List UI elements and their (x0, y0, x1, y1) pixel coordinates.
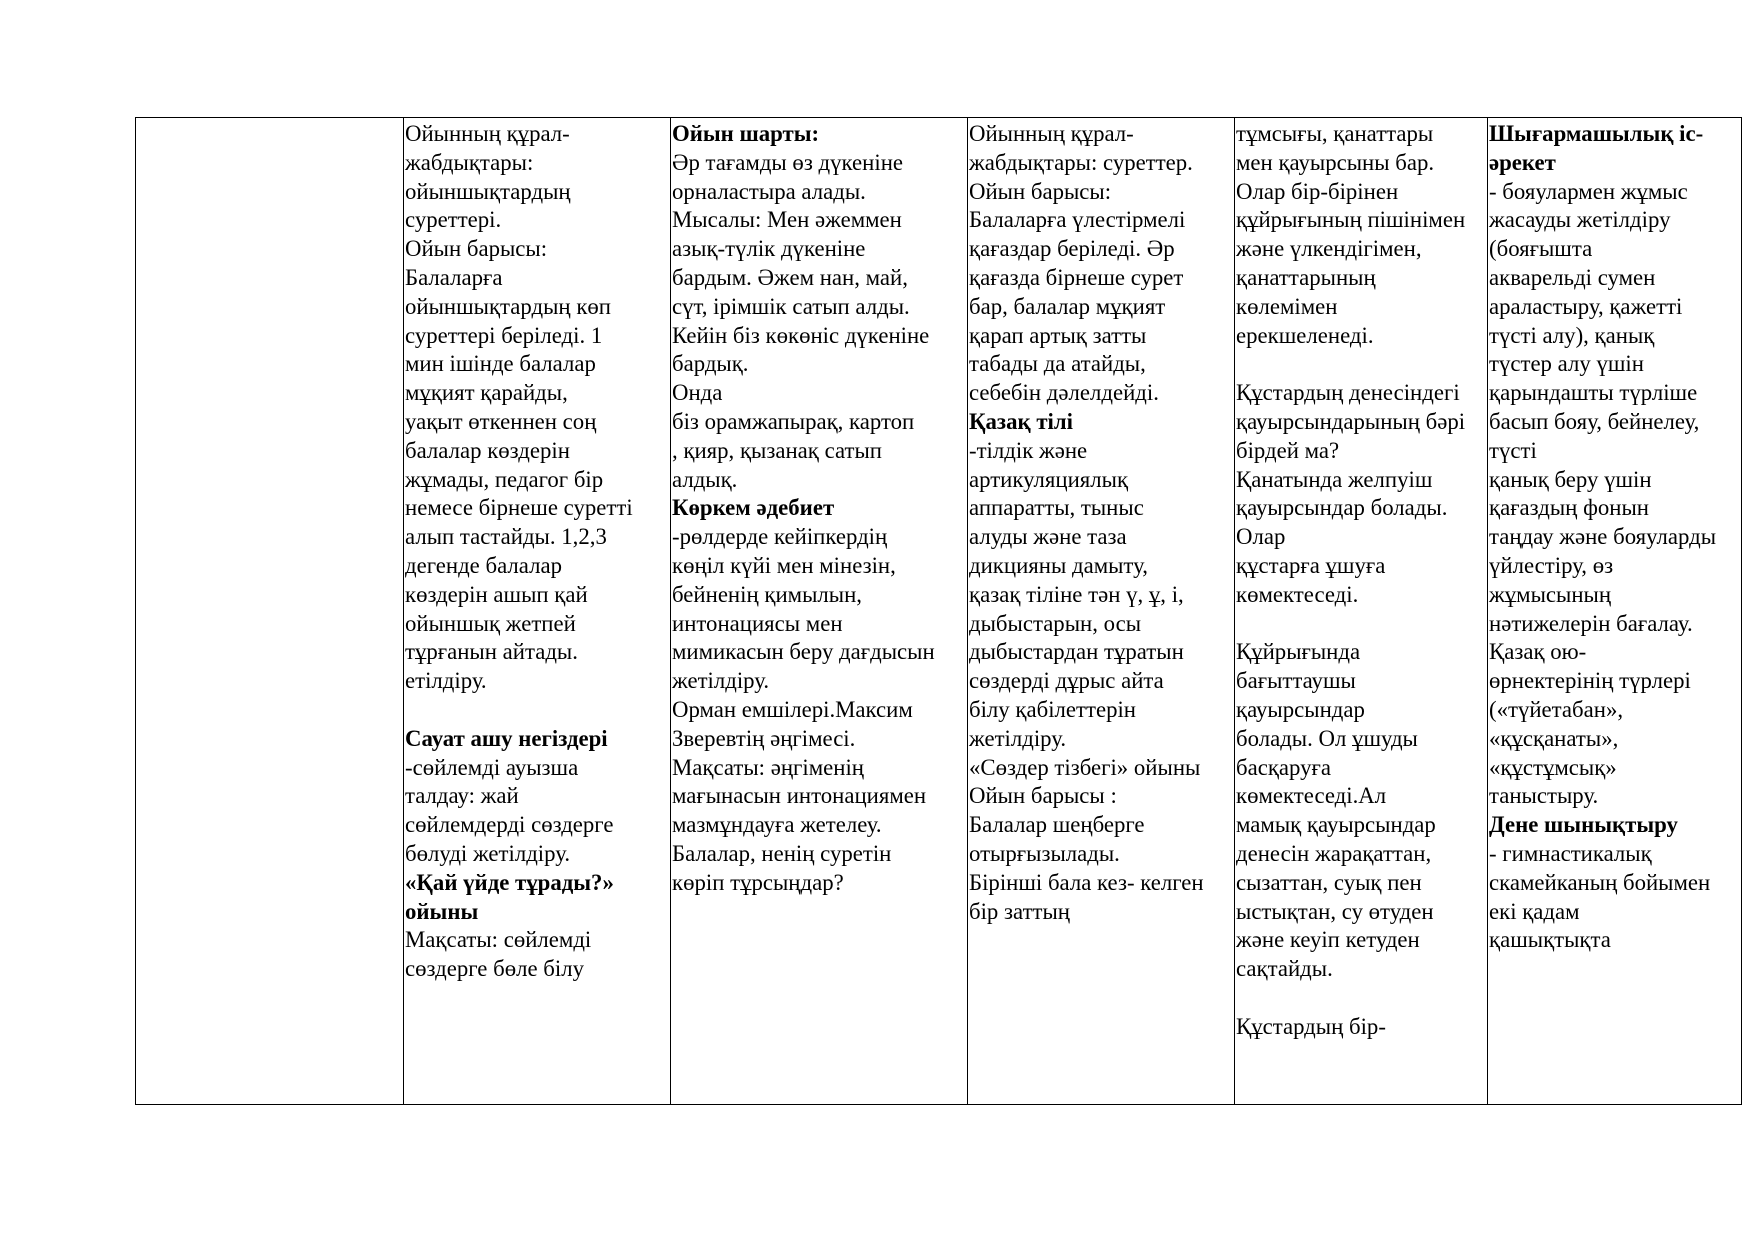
text-line: Ойын барысы : (969, 783, 1117, 809)
cell-content (136, 118, 403, 120)
text-line: көмектеседі. (1236, 581, 1359, 607)
text-line: және кеуіп кетуден (1236, 927, 1420, 953)
text-line: сақтайды. (1236, 956, 1333, 982)
text-line: сөздерге бөле білу (405, 956, 584, 982)
text-line: себебін дәлелдейді. (969, 380, 1159, 406)
text-line: ойыншық жетпей (405, 610, 576, 636)
text-line: сызаттан, суық пен (1236, 869, 1422, 895)
text-line: көріп тұрсыңдар? (672, 869, 844, 895)
text-line: талдау: жай (405, 783, 519, 809)
text-line: құйрығының пішінімен (1236, 207, 1466, 233)
text-line: көлемімен (1236, 293, 1338, 319)
text-line: Әр тағамды өз дүкеніне (672, 149, 904, 175)
text-line: тұрғанын айтады. (405, 639, 578, 665)
text-line: біз орамжапырақ, картоп (672, 408, 915, 434)
text-line: ойыншықтардың (405, 178, 571, 204)
text-line: Онда (672, 380, 723, 406)
text-line: -рөлдерде кейіпкердің (672, 524, 888, 550)
text-line: Ойынның құрал- (405, 121, 570, 146)
text-line: басып бояу, бейнелеу, (1489, 408, 1700, 434)
text-line: -тілдік және (969, 437, 1088, 463)
text-line: бір заттың (969, 898, 1071, 924)
cell-content (671, 118, 967, 898)
text-line: қағаздар беріледі. Әр (969, 236, 1175, 262)
text-line: «құсқанаты», (1489, 725, 1619, 751)
text-line: көмектеседі.Ал (1236, 783, 1387, 809)
section-heading: Сауат ашу негіздері (405, 725, 608, 751)
text-line: қағазда бірнеше сурет (969, 264, 1184, 290)
text-line: Зверевтің әңгімесі. (672, 725, 856, 751)
text-line (1236, 610, 1487, 639)
text-line: суреттері беріледі. 1 (405, 322, 603, 348)
text-line: аппаратты, тыныс (969, 495, 1144, 521)
text-line: скамейканың бойымен (1489, 869, 1711, 895)
text-line: уақыт өткеннен соң (405, 408, 597, 434)
text-line: екі қадам (1489, 898, 1580, 924)
text-line: Ойын барысы: (969, 178, 1112, 204)
text-line: отырғызылады. (969, 840, 1120, 866)
text-line: басқаруға (1236, 754, 1331, 780)
text-line: түсті (1489, 437, 1537, 463)
text-line: дыбыстарын, осы (969, 610, 1142, 636)
text-line: -сөйлемді ауызша (405, 754, 579, 780)
text-line: ойыншықтардың көп (405, 293, 612, 319)
text-line: бардық. (672, 351, 749, 377)
text-line: құстарға ұшуға (1236, 552, 1386, 578)
text-line: бірдей ма? (1236, 437, 1340, 463)
text-line: , қияр, қызанақ сатып (672, 437, 882, 463)
text-line: қауырсындар болады. (1236, 495, 1448, 521)
text-line: сөйлемдерді сөздерге (405, 812, 614, 838)
text-line: тұмсығы, қанаттары (1236, 121, 1434, 146)
text-line: жетілдіру. (672, 668, 770, 694)
text-line: таңдау және бояуларды (1489, 524, 1717, 550)
text-line: етілдіру. (405, 668, 487, 694)
table-cell-game-equipment (404, 118, 671, 1105)
text-line: Бірінші бала кез- келген (969, 869, 1204, 895)
text-line: акварельді сумен (1489, 264, 1656, 290)
text-line: Кейін біз көкөніс дүкеніне (672, 322, 930, 348)
text-line: дикцияны дамыту, (969, 552, 1148, 578)
text-line: жасауды жетілдіру (1489, 207, 1671, 233)
text-line: Мысалы: Мен әжеммен (672, 207, 902, 233)
text-line: түстер алу үшін (1489, 351, 1644, 377)
text-line: бөлуді жетілдіру. (405, 840, 571, 866)
text-line: дыбыстардан тұратын (969, 639, 1184, 665)
section-heading: Көркем әдебиет (672, 495, 835, 521)
text-line: Ойын барысы: (405, 236, 548, 262)
text-line: сүт, ірімшік сатып алды. (672, 293, 910, 319)
text-line: Балалар, ненің суретін (672, 840, 892, 866)
text-line: артикуляциялық (969, 466, 1129, 492)
text-line: Мақсаты: сөйлемді (405, 927, 592, 953)
text-line: қанаттарының (1236, 264, 1376, 290)
table-cell-creative-activity (1488, 118, 1742, 1105)
text-line: балалар көздерін (405, 437, 570, 463)
section-heading: ойыны (405, 898, 479, 924)
text-line: ыстықтан, су өтуден (1236, 898, 1434, 924)
section-heading: Дене шынықтыру (1489, 812, 1678, 838)
text-line: көңіл күйі мен мінезін, (672, 552, 896, 578)
text-line: болады. Ол ұшуды (1236, 725, 1418, 751)
text-line: қазақ тіліне тән ү, ұ, і, (969, 581, 1184, 607)
text-line: денесін жарақаттан, (1236, 840, 1432, 866)
text-line: жабдықтары: суреттер. (969, 149, 1193, 175)
table-cell-empty (136, 118, 404, 1105)
text-line: Құстардың бір- (1236, 1013, 1386, 1039)
cell-content (1235, 118, 1487, 1042)
text-line: немесе бірнеше суретті (405, 495, 633, 521)
text-line: үйлестіру, өз (1489, 552, 1614, 578)
text-line: Балалар шеңберге (969, 812, 1145, 838)
text-line: Олар (1236, 524, 1286, 550)
text-line: көздерін ашып қай (405, 581, 588, 607)
text-line: білу қабілеттерін (969, 696, 1137, 722)
text-line: - бояулармен жұмыс (1489, 178, 1688, 204)
table-row (136, 118, 1742, 1105)
cell-content (404, 118, 670, 984)
text-line: «құстұмсық» (1489, 754, 1617, 780)
text-line: жұмысының (1489, 581, 1612, 607)
text-line: бейненің қимылын, (672, 581, 862, 607)
text-line: қауырсындар (1236, 696, 1365, 722)
text-line: Құстардың денесіндегі (1236, 380, 1460, 406)
cell-content (1488, 118, 1741, 955)
text-line: Олар бір-бірінен (1236, 178, 1399, 204)
text-line: қауырсындарының бәрі (1236, 408, 1466, 434)
text-line (1236, 350, 1487, 379)
table-cell-game-rules (671, 118, 968, 1105)
text-line: қарап артық затты (969, 322, 1147, 348)
text-line: жұмады, педагог бір (405, 466, 604, 492)
plan-table (135, 117, 1742, 1105)
text-line: түсті алу), қанық (1489, 322, 1655, 348)
text-line: мин ішінде балалар (405, 351, 596, 377)
text-line: - гимнастикалық (1489, 840, 1652, 866)
text-line: (бояғышта (1489, 236, 1593, 262)
text-line: мамық қауырсындар (1236, 812, 1436, 838)
section-heading: Шығармашылық іс- (1489, 121, 1704, 146)
text-line: қарындашты түрліше (1489, 380, 1698, 406)
text-line (1236, 984, 1487, 1013)
text-line: алдық. (672, 466, 738, 492)
text-line: және үлкендігімен, (1236, 236, 1422, 262)
text-line: мазмұндауға жетелеу. (672, 812, 882, 838)
text-line: бардым. Әжем нан, май, (672, 264, 908, 290)
text-line: сөздерді дұрыс айта (969, 668, 1164, 694)
text-line: жабдықтары: (405, 149, 534, 175)
text-line: мағынасын интонациямен (672, 783, 927, 809)
text-line: ерекшеленеді. (1236, 322, 1374, 348)
table-cell-kazakh-language (968, 118, 1235, 1105)
section-heading: Ойын шарты: (672, 121, 820, 146)
text-line: қашықтықта (1489, 927, 1611, 953)
text-line: табады да атайды, (969, 351, 1146, 377)
text-line: («түйетабан», (1489, 696, 1624, 722)
text-line: Балаларға (405, 264, 503, 290)
text-line: бар, балалар мұқият (969, 293, 1166, 319)
text-line: Балаларға үлестірмелі (969, 207, 1186, 233)
text-line: дегенде балалар (405, 552, 563, 578)
text-line: «Сөздер тізбегі» ойыны (969, 754, 1201, 780)
text-line (405, 696, 670, 725)
text-line: алып тастайды. 1,2,3 (405, 524, 607, 550)
text-line: қанық беру үшін (1489, 466, 1652, 492)
text-line: жетілдіру. (969, 725, 1067, 751)
text-line: қағаздың фонын (1489, 495, 1649, 521)
text-line: Қазақ ою- (1489, 639, 1587, 665)
text-line: Құйрығында (1236, 639, 1361, 665)
text-line: Орман емшілері.Максим (672, 696, 913, 722)
text-line: азық-түлік дүкеніне (672, 236, 866, 262)
text-line: мен қауырсыны бар. (1236, 149, 1435, 175)
text-line: араластыру, қажетті (1489, 293, 1683, 319)
text-line: интонациясы мен (672, 610, 843, 636)
text-line: Мақсаты: әңгіменің (672, 754, 864, 780)
text-line: мұқият қарайды, (405, 380, 568, 406)
text-line: Қанатында желпуіш (1236, 466, 1433, 492)
cell-content (968, 118, 1234, 926)
text-line: өрнектерінің түрлері (1489, 668, 1691, 694)
text-line: Ойынның құрал- (969, 121, 1134, 146)
table-cell-birds (1235, 118, 1488, 1105)
text-line: суреттері. (405, 207, 502, 233)
text-line: бағыттаушы (1236, 668, 1356, 694)
text-line: алуды және таза (969, 524, 1127, 550)
section-heading: «Қай үйде тұрады?» (405, 869, 614, 895)
section-heading: әрекет (1489, 149, 1556, 175)
text-line: мимикасын беру дағдысын (672, 639, 935, 665)
text-line: таныстыру. (1489, 783, 1599, 809)
text-line: нәтижелерін бағалау. (1489, 610, 1693, 636)
text-line: орналастыра алады. (672, 178, 866, 204)
section-heading: Қазақ тілі (969, 408, 1073, 434)
